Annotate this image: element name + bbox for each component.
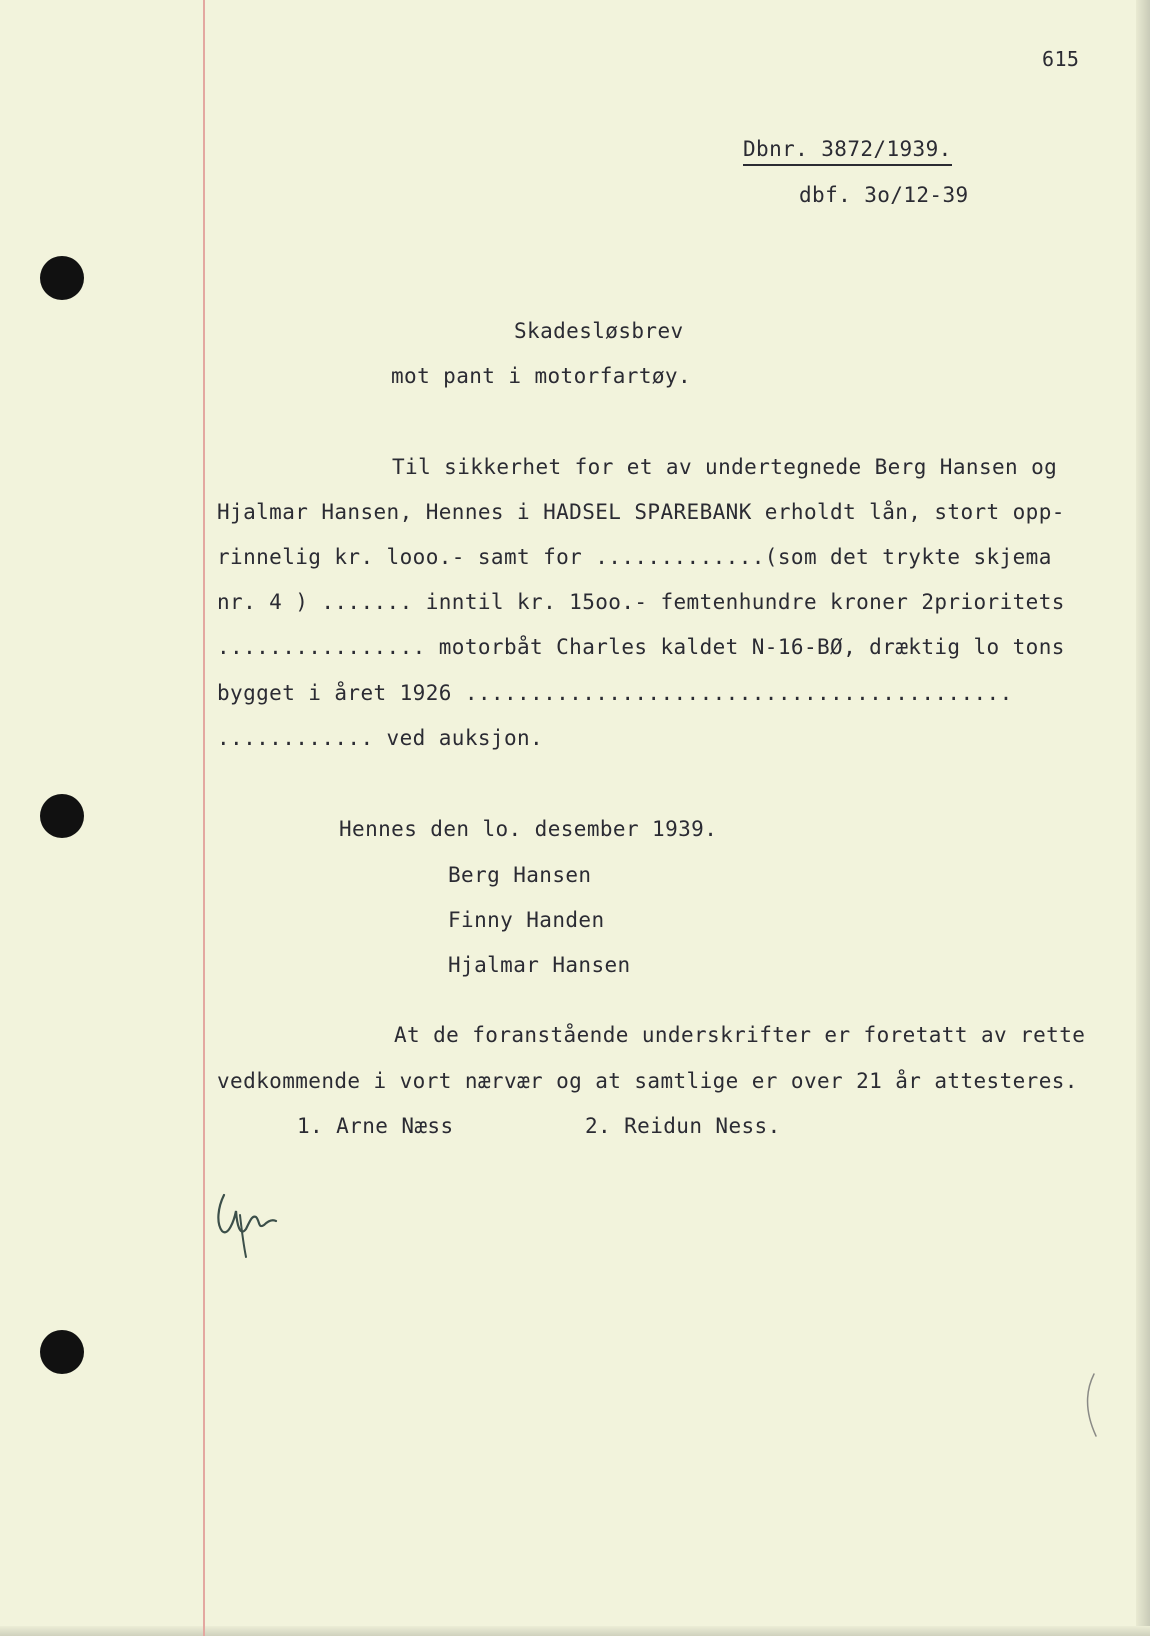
filing-date: dbf. 3o/12-39	[799, 183, 969, 207]
body-line: Til sikkerhet for et av undertegnede Berg Hansen og	[392, 455, 1058, 479]
body-line: bygget i året 1926 ..........................................	[217, 681, 1013, 705]
body-line: Hjalmar Hansen, Hennes i HADSEL SPAREBANK erholdt lån, stort opp-	[217, 500, 1065, 524]
document-subtitle: mot pant i motorfartøy.	[391, 364, 691, 388]
punch-hole-middle	[40, 794, 84, 838]
body-line: rinnelig kr. looo.- samt for .............(som det trykte skjema	[217, 545, 1052, 569]
handwritten-initials	[210, 1185, 290, 1260]
signatory-name: Berg Hansen	[448, 863, 592, 887]
page-number: 615	[1042, 47, 1080, 71]
document-title: Skadesløsbrev	[514, 319, 684, 343]
pencil-mark	[1080, 1370, 1100, 1440]
margin-line	[203, 0, 205, 1636]
attestation-line: At de foranstående underskrifter er foretatt av rette	[394, 1023, 1086, 1047]
body-line: nr. 4 ) ....... inntil kr. 15oo.- femtenhundre kroner 2prioritets	[217, 590, 1065, 614]
punch-hole-top	[40, 256, 84, 300]
attestation-line: vedkommende i vort nærvær og at samtlige er over 21 år attesteres.	[217, 1069, 1078, 1093]
document-number: Dbnr. 3872/1939.	[743, 136, 952, 166]
punch-hole-bottom	[40, 1330, 84, 1374]
body-line: ................ motorbåt Charles kaldet N-16-BØ, dræktig lo tons	[217, 635, 1065, 659]
signatory-name: Finny Handen	[448, 908, 605, 932]
page-edge-bottom	[0, 1626, 1150, 1636]
body-line: ............ ved auksjon.	[217, 726, 544, 750]
witness-name: 2. Reidun Ness.	[585, 1114, 781, 1138]
signatory-name: Hjalmar Hansen	[448, 953, 631, 977]
page-edge-right	[1136, 0, 1150, 1636]
witness-name: 1. Arne Næss	[297, 1114, 454, 1138]
place-and-date: Hennes den lo. desember 1939.	[339, 817, 718, 841]
